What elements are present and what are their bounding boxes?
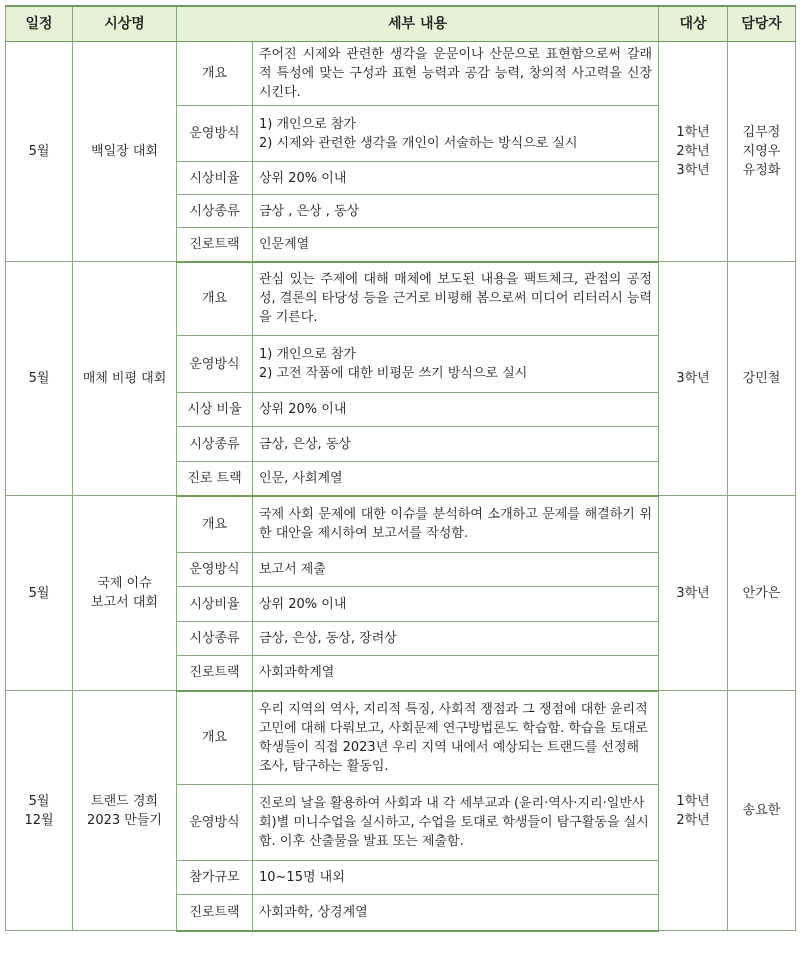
staff-cell: 강민철: [728, 262, 796, 496]
detail-text: 사회과학, 상경계열: [253, 895, 659, 931]
detail-label: 진로 트랙: [177, 462, 253, 496]
detail-text: 우리 지역의 역사, 지리적 특징, 사회적 쟁점과 그 쟁점에 대한 윤리적 고민에 대해 다뤄보고, 사회문제 연구방법론도 학습함. 학습을 토대로 학생들이 직접 2023년 우리 지역 내에서 예상되는 트랜드를 선정해 조사, 탐구하는 활동임.: [253, 691, 659, 785]
detail-text: 금상, 은상, 동상, 장려상: [253, 622, 659, 656]
staff-cell: 안가은: [728, 496, 796, 691]
detail-text: 1) 개인으로 참가 2) 고전 작품에 대한 비평문 쓰기 방식으로 실시: [253, 336, 659, 393]
target-cell: 1학년 2학년 3학년: [659, 42, 728, 262]
contest-name-cell: 국제 이슈 보고서 대회: [73, 496, 177, 691]
header-contest: 시상명: [73, 6, 177, 42]
table-row: [6, 42, 796, 106]
detail-text: 관심 있는 주제에 대해 매체에 보도된 내용을 팩트체크, 관점의 공정성, 결론의 타당성 등을 근거로 비평해 봄으로써 미디어 리터러시 능력을 기른다.: [253, 262, 659, 336]
detail-text: 상위 20% 이내: [253, 393, 659, 427]
schedule-cell: 5월: [6, 496, 73, 691]
detail-text: 상위 20% 이내: [253, 587, 659, 622]
header-schedule: 일정: [6, 6, 73, 42]
detail-label: 운영방식: [177, 785, 253, 861]
detail-label: 시상종류: [177, 427, 253, 462]
table-row: [6, 691, 796, 785]
detail-text: 10~15명 내외: [253, 861, 659, 895]
header-target: 대상: [659, 6, 728, 42]
detail-label: 시상종류: [177, 195, 253, 228]
contest-name-cell: 매체 비평 대회: [73, 262, 177, 496]
table-row: [6, 496, 796, 553]
detail-label: 시상종류: [177, 622, 253, 656]
detail-label: 개요: [177, 42, 253, 106]
detail-text: 금상, 은상, 동상: [253, 427, 659, 462]
detail-text: 주어진 시제와 관련한 생각을 운문이나 산문으로 표현함으로써 갈래적 특성에 맞는 구성과 표현 능력과 공감 능력, 창의적 사고력을 신장시킨다.: [253, 42, 659, 106]
detail-text: 상위 20% 이내: [253, 162, 659, 195]
detail-label: 운영방식: [177, 106, 253, 162]
detail-label: 개요: [177, 496, 253, 553]
header-row: [6, 6, 796, 42]
detail-label: 진로트랙: [177, 895, 253, 931]
detail-text: 국제 사회 문제에 대한 이슈를 분석하여 소개하고 문제를 해결하기 위한 대안을 제시하여 보고서를 작성함.: [253, 496, 659, 553]
schedule-cell: 5월 12월: [6, 691, 73, 931]
contest-name-cell: 트랜드 경희 2023 만들기: [73, 691, 177, 931]
detail-text: 인문계열: [253, 228, 659, 262]
detail-label: 시상비율: [177, 587, 253, 622]
contest-schedule-table: [5, 5, 796, 932]
detail-text: 사회과학계열: [253, 656, 659, 691]
target-cell: 3학년: [659, 496, 728, 691]
schedule-cell: 5월: [6, 42, 73, 262]
staff-cell: 송요한: [728, 691, 796, 931]
detail-text: 금상 , 은상 , 동상: [253, 195, 659, 228]
detail-label: 시상비율: [177, 162, 253, 195]
target-cell: 3학년: [659, 262, 728, 496]
header-staff: 담당자: [728, 6, 796, 42]
detail-label: 참가규모: [177, 861, 253, 895]
detail-label: 진로트랙: [177, 656, 253, 691]
table-row: [6, 262, 796, 336]
detail-label: 진로트랙: [177, 228, 253, 262]
detail-label: 개요: [177, 691, 253, 785]
detail-text: 1) 개인으로 참가 2) 시제와 관련한 생각을 개인이 서술하는 방식으로 실시: [253, 106, 659, 162]
detail-label: 개요: [177, 262, 253, 336]
detail-text: 진로의 날을 활용하여 사회과 내 각 세부교과 (윤리·역사·지리·일반사회)별 미니수업을 실시하고, 수업을 토대로 학생들이 탐구활동을 실시함. 이후 산출물을 발표 또는 제출함.: [253, 785, 659, 861]
detail-text: 인문, 사회계열: [253, 462, 659, 496]
header-details: 세부 내용: [177, 6, 659, 42]
detail-text: 보고서 제출: [253, 553, 659, 587]
detail-label: 시상 비율: [177, 393, 253, 427]
target-cell: 1학년 2학년: [659, 691, 728, 931]
detail-label: 운영방식: [177, 336, 253, 393]
detail-label: 운영방식: [177, 553, 253, 587]
staff-cell: 김무정 지영우 유정화: [728, 42, 796, 262]
contest-name-cell: 백일장 대회: [73, 42, 177, 262]
schedule-cell: 5월: [6, 262, 73, 496]
